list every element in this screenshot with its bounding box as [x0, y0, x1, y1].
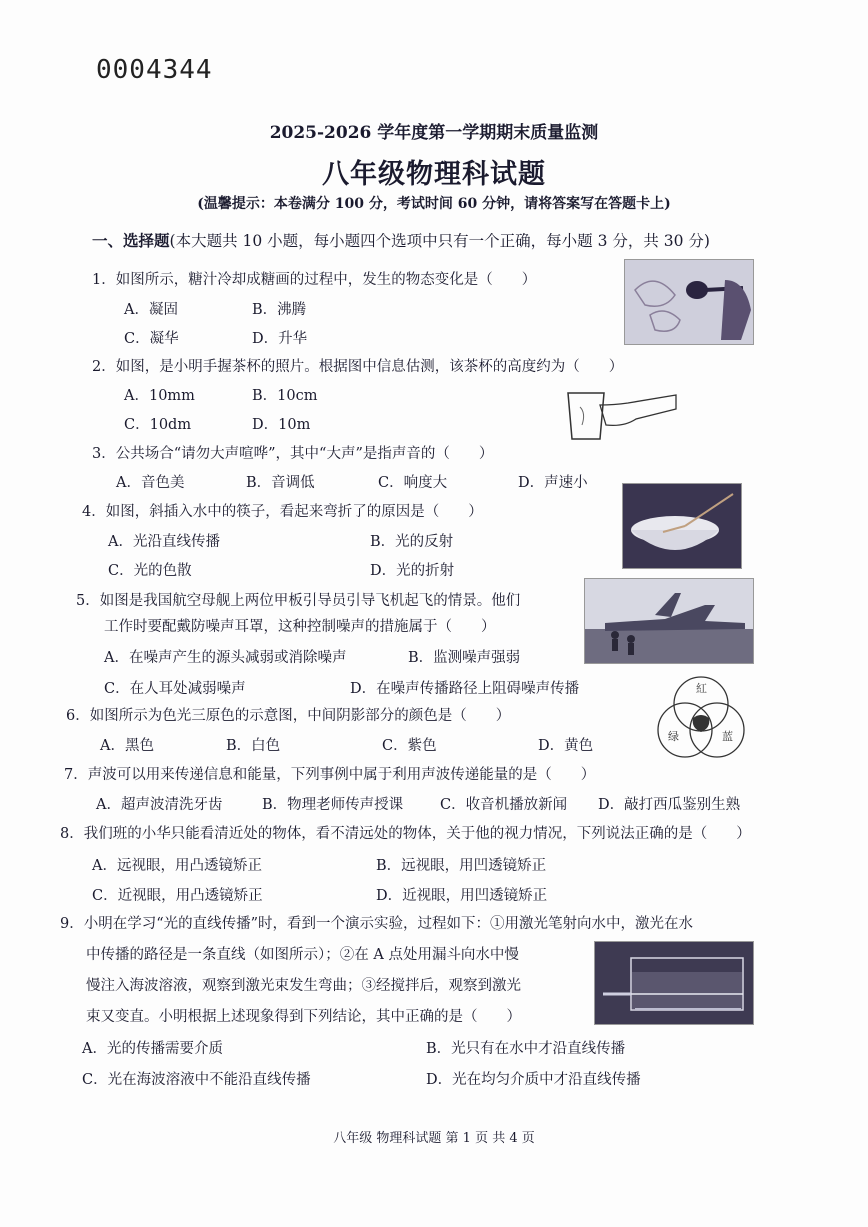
q6-option-b: B．白色	[226, 738, 281, 754]
question-9-line1: 9．小明在学习“光的直线传播”时，看到一个演示实验，过程如下：①用激光笔射向水中，激光在水	[60, 916, 694, 932]
q3-option-c: C．响度大	[378, 475, 448, 491]
aircraft-carrier-illustration	[585, 579, 753, 663]
q5-option-d: D．在噪声传播路径上阻碍噪声传播	[350, 681, 580, 697]
q5-option-c: C．在人耳处减弱噪声	[104, 681, 246, 697]
chopsticks-in-bowl-photo	[622, 483, 742, 569]
sugar-painting-illustration	[625, 260, 753, 344]
q2-option-c: C．10dm	[124, 417, 192, 433]
venn-label-left: 绿	[668, 730, 679, 743]
q9-option-d: D．光在均匀介质中才沿直线传播	[426, 1072, 641, 1088]
section-desc: (本大题共 10 小题，每小题四个选项中只有一个正确，每小题 3 分，共 30 分)	[169, 232, 710, 250]
q1-option-b: B．沸腾	[252, 302, 307, 318]
q5-option-b: B．监测噪声强弱	[408, 650, 521, 666]
serial-number: 0004344	[96, 55, 213, 85]
q8-option-a: A．远视眼，用凸透镜矫正	[92, 858, 262, 874]
q3-option-b: B．音调低	[246, 475, 315, 491]
q2-option-b: B．10cm	[252, 388, 318, 404]
q2-option-d: D．10m	[252, 417, 311, 433]
exam-note: (温馨提示：本卷满分 100 分，考试时间 60 分钟，请将答案写在答题卡上)	[197, 196, 671, 212]
q7-option-a: A．超声波清洗牙齿	[96, 797, 223, 813]
aircraft-carrier-photo	[584, 578, 754, 664]
exam-title-line2: 八年级物理科试题	[322, 159, 546, 190]
q3-option-d: D．声速小	[518, 475, 588, 491]
color-venn-diagram	[650, 672, 752, 764]
question-2-stem: 2．如图，是小明手握茶杯的照片。根据图中信息估测，该茶杯的高度约为（ ）	[92, 359, 624, 375]
question-1-stem: 1．如图所示，糖汁冷却成糖画的过程中，发生的物态变化是（ ）	[92, 272, 537, 288]
question-7-stem: 7．声波可以用来传递信息和能量，下列事例中属于利用声波传递能量的是（ ）	[64, 767, 596, 783]
q7-option-d: D．敲打西瓜鉴别生熟	[598, 797, 741, 813]
q3-option-a: A．音色美	[116, 475, 185, 491]
q5-option-a: A．在噪声产生的源头减弱或消除噪声	[104, 650, 347, 666]
q8-option-d: D．近视眼，用凹透镜矫正	[376, 888, 548, 904]
teacup-illustration	[560, 387, 680, 443]
section-title: 一、选择题	[92, 231, 170, 250]
q8-option-c: C．近视眼，用凸透镜矫正	[92, 888, 263, 904]
teacup-photo	[560, 387, 680, 443]
q9-option-b: B．光只有在水中才沿直线传播	[426, 1041, 626, 1057]
q2-option-a: A．10mm	[124, 388, 195, 404]
q6-option-c: C．紫色	[382, 738, 437, 754]
chopsticks-in-bowl-illustration	[623, 484, 741, 568]
q9-option-c: C．光在海波溶液中不能沿直线传播	[82, 1072, 311, 1088]
question-6-stem: 6．如图所示为色光三原色的示意图，中间阴影部分的颜色是（ ）	[66, 708, 511, 724]
q1-option-d: D．升华	[252, 331, 308, 347]
sugar-painting-photo	[624, 259, 754, 345]
q4-option-d: D．光的折射	[370, 563, 455, 579]
laser-in-water-photo	[594, 941, 754, 1025]
q4-option-a: A．光沿直线传播	[108, 534, 220, 550]
q4-option-c: C．光的色散	[108, 563, 192, 579]
venn-label-top: 紅	[696, 682, 707, 695]
question-5-stem-line2: 工作时要配戴防噪声耳罩，这种控制噪声的措施属于（ ）	[104, 619, 496, 635]
section-heading	[92, 229, 710, 251]
exam-title-line1: 2025-2026 学年度第一学期期末质量监测	[269, 123, 599, 143]
q1-option-a: A．凝固	[124, 302, 178, 318]
q6-option-d: D．黄色	[538, 738, 594, 754]
question-5-stem: 5．如图是我国航空母舰上两位甲板引导员引导飞机起飞的情景。他们	[76, 593, 521, 609]
question-3-stem: 3．公共场合“请勿大声喧哗”，其中“大声”是指声音的（ ）	[92, 446, 494, 462]
question-4-stem: 4．如图，斜插入水中的筷子，看起来弯折了的原因是（ ）	[82, 504, 483, 520]
q7-option-c: C．收音机播放新闻	[440, 797, 568, 813]
q7-option-b: B．物理老师传声授课	[262, 797, 404, 813]
page-footer: 八年级 物理科试题 第 1 页 共 4 页	[333, 1131, 535, 1146]
laser-in-water-illustration	[595, 942, 753, 1024]
q8-option-b: B．远视眼，用凹透镜矫正	[376, 858, 547, 874]
question-9-line3: 慢注入海波溶液，观察到激光束发生弯曲；③经搅拌后，观察到激光	[86, 978, 521, 994]
venn-label-right: 蓝	[722, 730, 733, 743]
question-9-line4: 束又变直。小明根据上述现象得到下列结论，其中正确的是（ ）	[86, 1009, 521, 1025]
q1-option-c: C．凝华	[124, 331, 179, 347]
q4-option-b: B．光的反射	[370, 534, 454, 550]
question-8-stem: 8．我们班的小华只能看清近处的物体，看不清远处的物体，关于他的视力情况，下列说法正确的是（ ）	[60, 826, 751, 842]
color-venn-svg	[650, 672, 752, 764]
q6-option-a: A．黑色	[100, 738, 154, 754]
q9-option-a: A．光的传播需要介质	[82, 1041, 223, 1057]
question-9-line2: 中传播的路径是一条直线（如图所示）；②在 A 点处用漏斗向水中慢	[86, 947, 519, 963]
